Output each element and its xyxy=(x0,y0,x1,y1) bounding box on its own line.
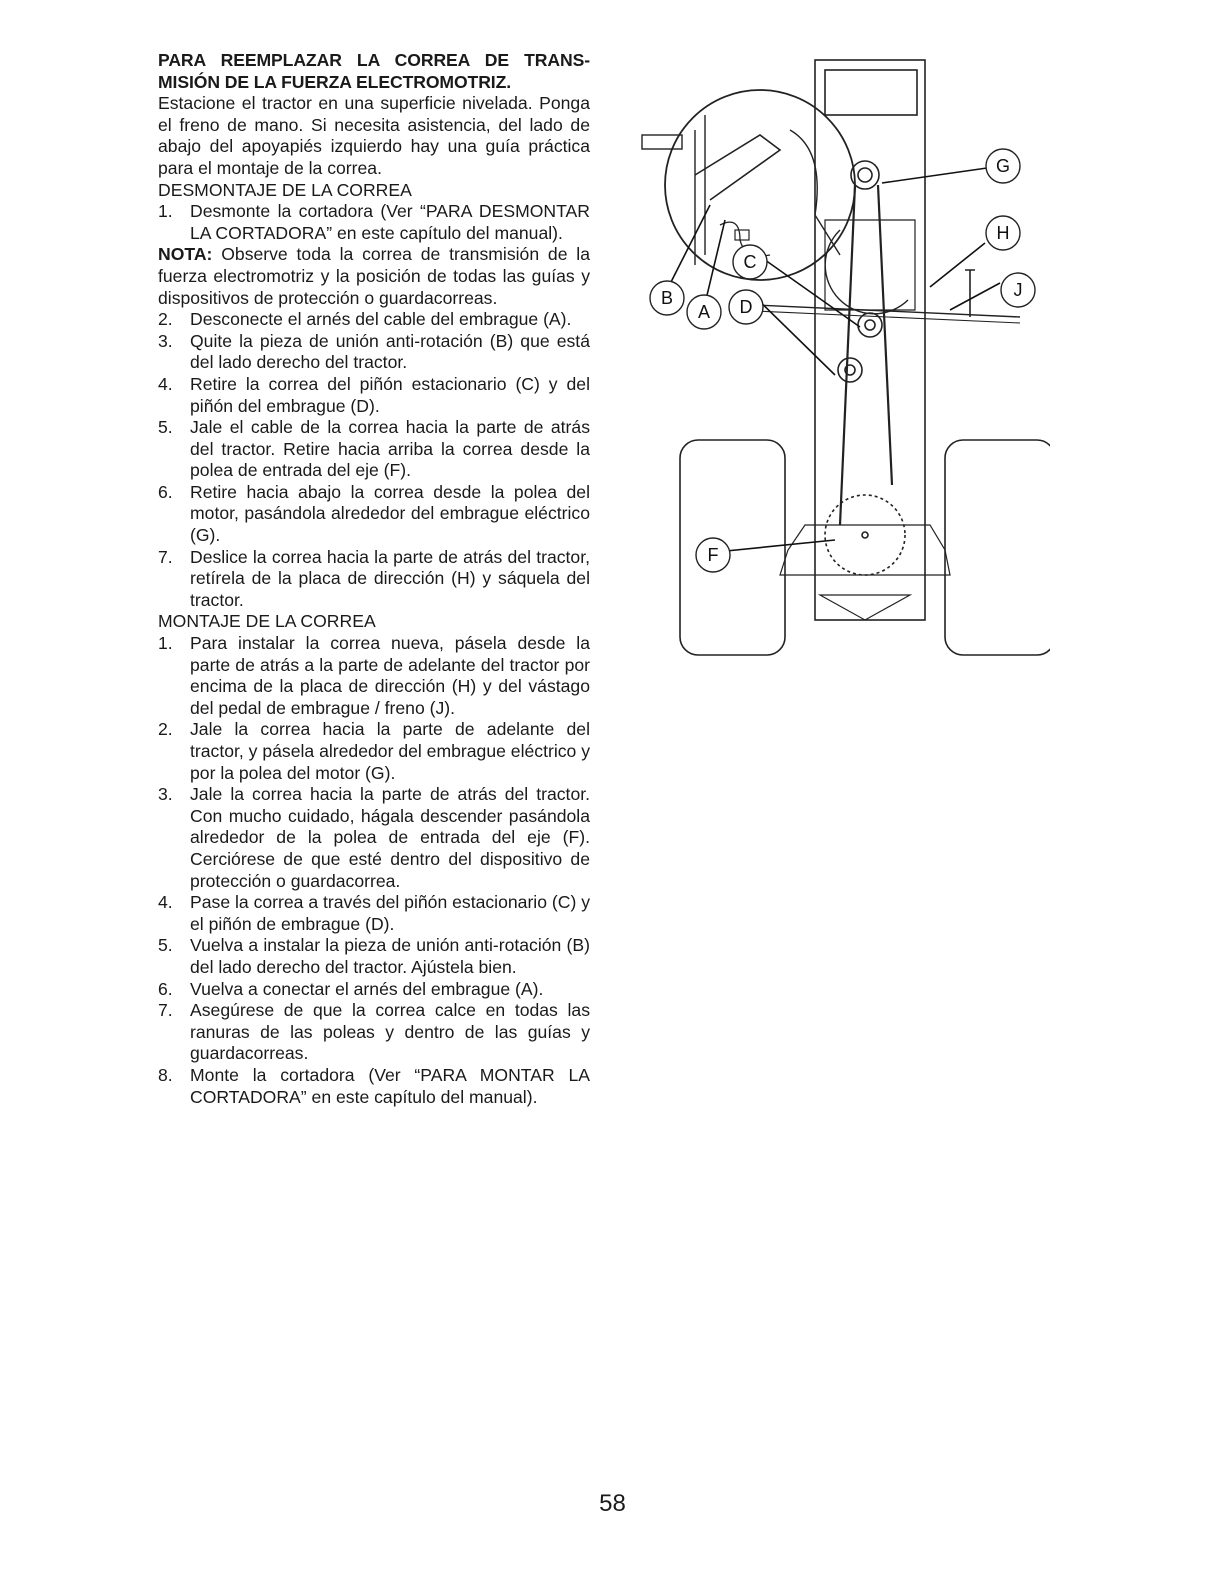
front-panel xyxy=(825,70,917,115)
step-text: Jale la correa hacia la parte de adelante del tractor, y pásela alrededor del embrague eléctrico y por la polea del motor (G). xyxy=(190,719,590,783)
note-paragraph xyxy=(158,244,590,309)
step-number: 4. xyxy=(158,373,173,394)
callout-c-label: C xyxy=(743,252,757,272)
step-number: 8. xyxy=(158,1064,173,1085)
step-text: Deslice la correa hacia la parte de atrás del tractor, retírela de la placa de dirección (H) y sáquela del tractor. xyxy=(190,546,590,610)
rear-wheel-left xyxy=(680,440,785,655)
install-heading: MONTAJE DE LA CORREA xyxy=(158,611,376,632)
step-number: 6. xyxy=(158,481,173,502)
removal-heading: DESMONTAJE DE LA CORREA xyxy=(158,179,412,200)
step-text: Para instalar la correa nueva, pásela desde la parte de atrás a la parte de adelante del tractor por encima de la placa de dirección (H) y del vástago del pedal de embrague / freno (J). xyxy=(190,633,590,718)
pedal-rod xyxy=(755,305,1020,317)
list-item xyxy=(158,892,590,935)
clutch-pulley xyxy=(838,358,862,382)
page-number: 58 xyxy=(599,1490,626,1517)
text-column xyxy=(158,50,590,1108)
list-item xyxy=(158,1065,590,1108)
step-text: Vuelva a conectar el arnés del embrague (A). xyxy=(190,978,544,999)
list-item xyxy=(158,547,590,612)
step-text: Asegúrese de que la correa calce en todas las ranuras de las poleas y dentro de las guías y guardacorreas. xyxy=(190,1000,590,1064)
intro-paragraph: Estacione el tractor en una superficie nivelada. Ponga el freno de mano. Si necesita asistencia, del lado de abajo del apoyapiés izquierdo hay una guía práctica para el montaje de la correa. xyxy=(158,93,590,178)
list-item xyxy=(158,331,590,374)
step-number: 1. xyxy=(158,201,173,222)
step-text: Jale el cable de la correa hacia la parte de atrás del tractor. Retire hacia arriba la correa desde la polea de entrada del eje (F). xyxy=(190,417,590,481)
callout-g-label: G xyxy=(995,156,1011,176)
step-number: 5. xyxy=(158,417,173,438)
removal-steps-list-2 xyxy=(158,309,590,611)
step-number: 2. xyxy=(158,309,173,330)
step-number: 3. xyxy=(158,784,173,805)
list-item xyxy=(158,979,590,1001)
section-heading: PARA REEMPLAZAR LA CORREA DE TRANS-MISIÓN DE LA FUERZA ELECTROMOTRIZ. xyxy=(158,50,590,92)
list-item xyxy=(158,482,590,547)
step-number: 4. xyxy=(158,892,173,913)
step-number: 7. xyxy=(158,546,173,567)
step-text: Pase la correa a través del piñón estacionario (C) y el piñón de embrague (D). xyxy=(190,892,590,934)
callout-f-label: F xyxy=(707,545,719,565)
list-item xyxy=(158,633,590,719)
step-text: Monte la cortadora (Ver “PARA MONTAR LA CORTADORA” en este capítulo del manual). xyxy=(190,1064,590,1107)
note-text: Observe toda la correa de transmisión de la fuerza electromotriz y la posición de todas las guías y dispositivos de protección o guardacorreas. xyxy=(158,244,590,308)
callout-a-label: A xyxy=(697,302,711,322)
list-item xyxy=(158,201,590,244)
callout-h-label: H xyxy=(996,223,1010,243)
drive-belt xyxy=(840,185,892,525)
callout-d-label: D xyxy=(739,297,753,317)
step-number: 6. xyxy=(158,978,173,999)
step-number: 2. xyxy=(158,719,173,740)
belt-diagram xyxy=(610,55,1050,675)
step-text: Vuelva a instalar la pieza de unión anti-rotación (B) del lado derecho del tractor. Ajústela bien. xyxy=(190,935,590,977)
list-item xyxy=(158,935,590,978)
step-text: Desmonte la cortadora (Ver “PARA DESMONTAR LA CORTADORA” en este capítulo del manual). xyxy=(190,201,590,243)
step-text: Jale la correa hacia la parte de atrás del tractor. Con mucho cuidado, hágala descender pasándola alrededor de la polea de entrada del eje (F). Cerciórese de que esté dentro del dispositivo de protección o guardacorrea. xyxy=(190,784,590,891)
step-text: Retire hacia abajo la correa desde la polea del motor, pasándola alrededor del embrague eléctrico (G). xyxy=(190,481,590,546)
axle-pulley xyxy=(825,495,905,575)
list-item xyxy=(158,417,590,482)
step-number: 5. xyxy=(158,935,173,956)
note-label: NOTA: xyxy=(158,244,213,265)
list-item xyxy=(158,1000,590,1065)
removal-steps-list xyxy=(158,201,590,244)
step-number: 7. xyxy=(158,1000,173,1021)
callout-b-label: B xyxy=(660,288,674,308)
step-number: 1. xyxy=(158,633,173,654)
list-item xyxy=(158,374,590,417)
step-text: Quite la pieza de unión anti-rotación (B) que está del lado derecho del tractor. xyxy=(190,330,590,373)
list-item xyxy=(158,719,590,784)
callout-j-label: J xyxy=(1013,280,1023,300)
step-text: Desconecte el arnés del cable del embrague (A). xyxy=(190,309,572,330)
step-text: Retire la correa del piñón estacionario (C) y del piñón del embrague (D). xyxy=(190,373,590,416)
list-item xyxy=(158,784,590,892)
list-item xyxy=(158,309,590,331)
step-number: 3. xyxy=(158,330,173,351)
tractor-frame xyxy=(815,60,925,620)
rear-wheel-right xyxy=(945,440,1050,655)
steering-plate xyxy=(825,220,915,310)
install-steps-list xyxy=(158,633,590,1108)
